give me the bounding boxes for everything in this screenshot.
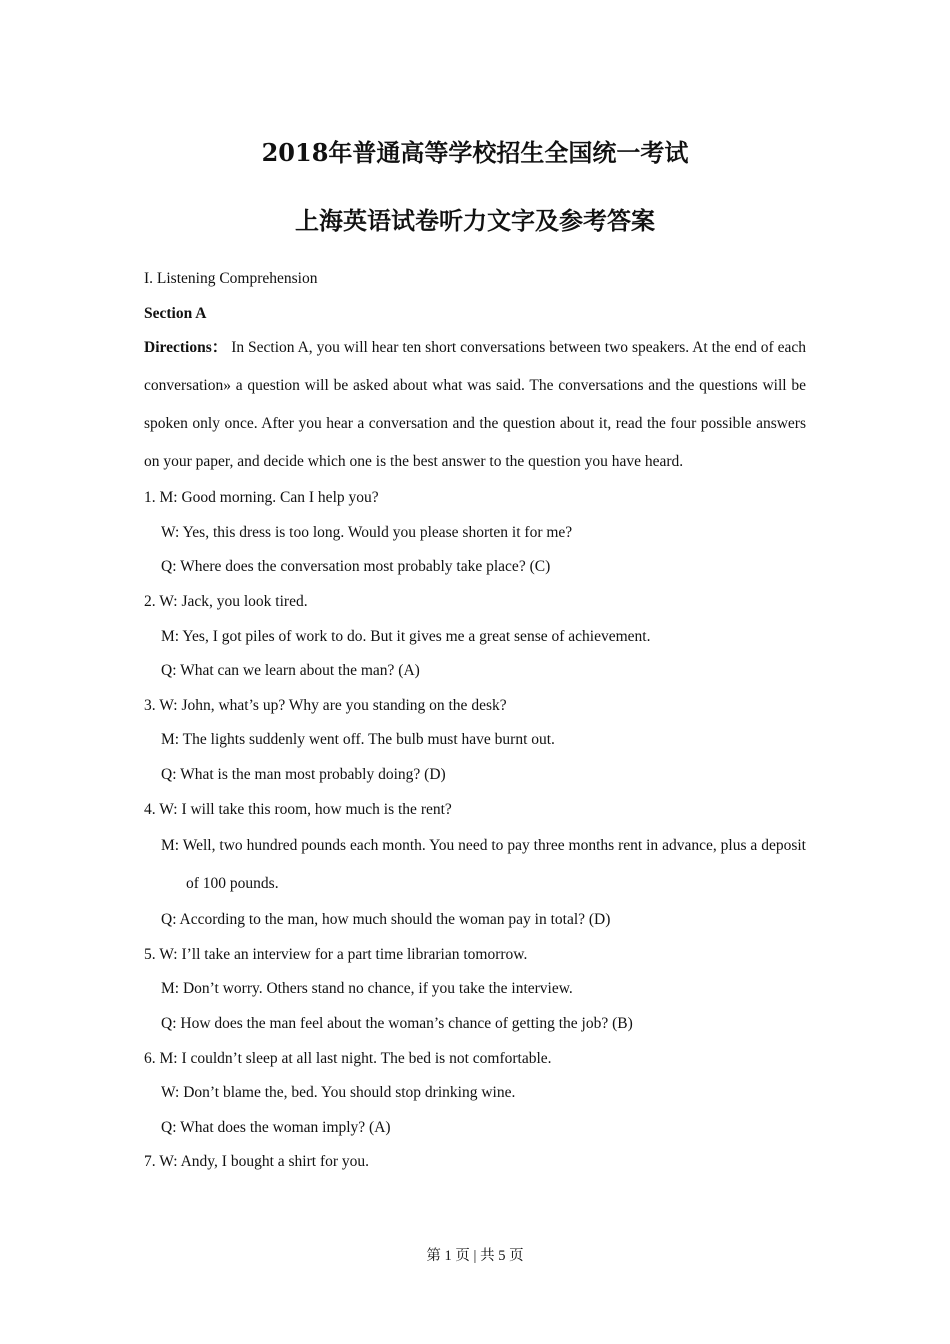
conversation-7 (144, 1145, 806, 1180)
conversation-line: 3. W: John, what’s up? Why are you standing on the desk? (144, 696, 507, 714)
conversation-6 (144, 1042, 806, 1146)
conversation-question: Q: Where does the conversation most probably take place? (C) (161, 558, 551, 576)
conversation-line: M: The lights suddenly went off. The bulb must have burnt out. (161, 731, 555, 749)
conversation-line: M: Yes, I got piles of work to do. But it gives me a great sense of achievement. (161, 627, 651, 645)
directions-text: In Section A, you will hear ten short conversations between two speakers. At the end of each conversation» a question will be asked about what was said. The conversations and the questions will be spoken only once. After you hear a conversation and the question about it, read the four possible answers on your paper, and decide which one is the best answer to the question you have heard. (144, 339, 806, 471)
conversation-3 (144, 689, 806, 793)
conversation-question: Q: According to the man, how much should the woman pay in total? (D) (161, 911, 611, 929)
conversation-line: 1. M: Good morning. Can I help you? (144, 489, 379, 507)
document-body (144, 262, 806, 1180)
conversation-question: Q: How does the man feel about the woman’s chance of getting the job? (B) (161, 1014, 633, 1032)
conversation-question: Q: What is the man most probably doing? (D) (161, 765, 446, 783)
conversation-line: 7. W: Andy, I bought a shirt for you. (144, 1153, 370, 1171)
conversation-line: 5. W: I’ll take an interview for a part time librarian tomorrow. (144, 945, 528, 963)
conversation-line: 2. W: Jack, you look tired. (144, 592, 308, 610)
part-heading: I. Listening Comprehension (144, 270, 318, 287)
conversation-4 (144, 793, 806, 938)
conversation-1 (144, 481, 806, 585)
page-title: 2018年普通高等学校招生全国统一考试 (261, 138, 689, 167)
conversation-2 (144, 585, 806, 689)
conversation-question: Q: What can we learn about the man? (A) (161, 662, 420, 680)
directions-paragraph (144, 329, 806, 481)
conversation-question: Q: What does the woman imply? (A) (161, 1118, 391, 1136)
conversation-line: M: Well, two hundred pounds each month. You need to pay three months rent in advance, plus a deposit of 100 pounds. (161, 837, 806, 893)
conversation-line: 6. M: I couldn’t sleep at all last night. The bed is not comfortable. (144, 1049, 552, 1067)
directions-label: Directions： (144, 339, 228, 357)
conversation-line: M: Don’t worry. Others stand no chance, if you take the interview. (161, 980, 573, 998)
conversation-line: 4. W: I will take this room, how much is the rent? (144, 800, 452, 818)
page-footer: 第 1 页 | 共 5 页 (426, 1248, 524, 1264)
conversation-5 (144, 938, 806, 1042)
conversation-line: W: Yes, this dress is too long. Would you please shorten it for me? (161, 523, 573, 541)
page-subtitle: 上海英语试卷听力文字及参考答案 (295, 206, 655, 235)
section-heading: Section A (144, 304, 207, 322)
conversation-line: W: Don’t blame the, bed. You should stop drinking wine. (161, 1084, 516, 1102)
